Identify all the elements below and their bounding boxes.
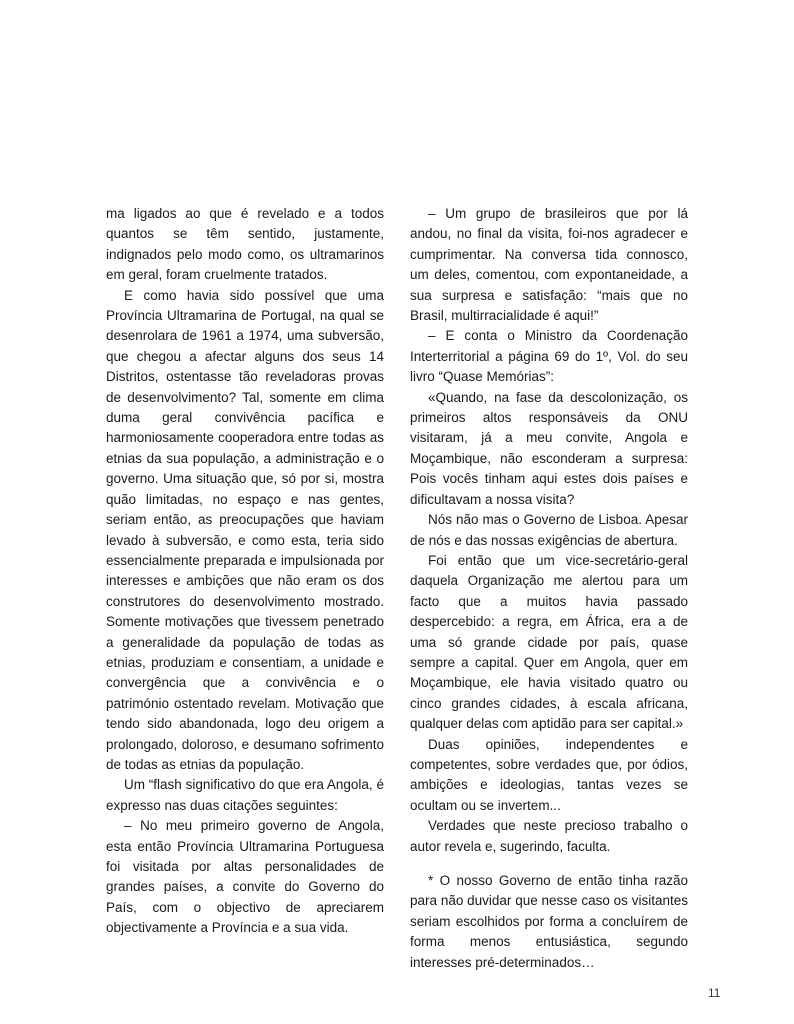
paragraph: Duas opiniões, independentes e competentes, sobre verdades que, por ódios, ambições e ideologias, tantas vezes se ocultam ou se invertem...: [410, 736, 688, 813]
paragraph: – No meu primeiro governo de Angola, esta então Província Ultramarina Portuguesa foi visitada por altas personalidades de grandes países, a convite do Governo do País, com o objectivo de apreciarem objectivamente a Província e a sua vida.: [106, 818, 384, 936]
left-column: [106, 204, 384, 939]
page-number: 11: [708, 986, 721, 1000]
right-column: [410, 204, 688, 973]
paragraph: ma ligados ao que é revelado e a todos quantos se têm sentido, justamente, indignados pelo modo como, os ultramarinos em geral, foram cruelmente tratados.: [106, 206, 384, 283]
paragraph: E como havia sido possível que uma Província Ultramarina de Portugal, na qual se desenrolara de 1961 a 1974, uma subversão, que chegou a afectar alguns dos seus 14 Distritos, ostentasse tão reveladoras provas de desenvolvimento? Tal, somente em clima duma geral convivência pacífica e harmoniosamente cooperadora entre todas as etnias da sua população, a administração e o governo. Uma situação que, só por si, mostra quão limitadas, no espaço e nas gentes, seriam então, as preocupações que haviam levado à subversão, e como esta, teria sido essencialmente preparada e impulsionada por interesses e ambições que não eram os dos construtores do desenvolvimento mostrado. Somente motivações que tivessem penetrado a generalidade da população de todas as etnias, produziam e consentiam, a unidade e convergência que a convivência e o património ostentado revelam. Motivação que tendo sido abandonada, logo deu origem a prolongado, doloroso, e desumano sofrimento de todas as etnias da população.: [106, 287, 384, 772]
footnote: * O nosso Governo de então tinha razão para não duvidar que nesse caso os visitantes seriam escolhidos por forma a concluírem de forma menos entusiástica, segundo interesses pré-determinados…: [410, 873, 688, 970]
quote-paragraph: Nós não mas o Governo de Lisboa. Apesar de nós e das nossas exigências de abertura.: [410, 512, 688, 548]
paragraph: – E conta o Ministro da Coordenação Interterritorial a página 69 do 1º, Vol. do seu livro “Quase Memórias”:: [410, 328, 688, 385]
paragraph: Um “flash significativo do que era Angola, é expresso nas duas citações seguintes:: [106, 777, 384, 813]
quote-paragraph: «Quando, na fase da descolonização, os primeiros altos responsáveis da ONU visitaram, já a meu convite, Angola e Moçambique, não esconderam a surpresa: Pois vocês tinham aqui estes dois países e dificultavam a nossa visita?: [410, 389, 688, 507]
paragraph: – Um grupo de brasileiros que por lá andou, no final da visita, foi-nos agradecer e cumprimentar. Na conversa tida connosco, um deles, comentou, com expontaneidade, a sua surpresa e satisfação: “mais que no Brasil, multirracialidade é aqui!”: [410, 206, 688, 324]
paragraph: Verdades que neste precioso trabalho o autor revela e, sugerindo, faculta.: [410, 818, 688, 854]
quote-paragraph: Foi então que um vice-secretário-geral daquela Organização me alertou para um facto que a muitos havia passado despercebido: a regra, em África, era a de uma só grande cidade por país, quase sempre a capital. Quer em Angola, quer em Moçambique, ele havia visitado quatro ou cinco grandes cidades, à escala africana, qualquer delas com aptidão para ser capital.»: [410, 552, 688, 732]
